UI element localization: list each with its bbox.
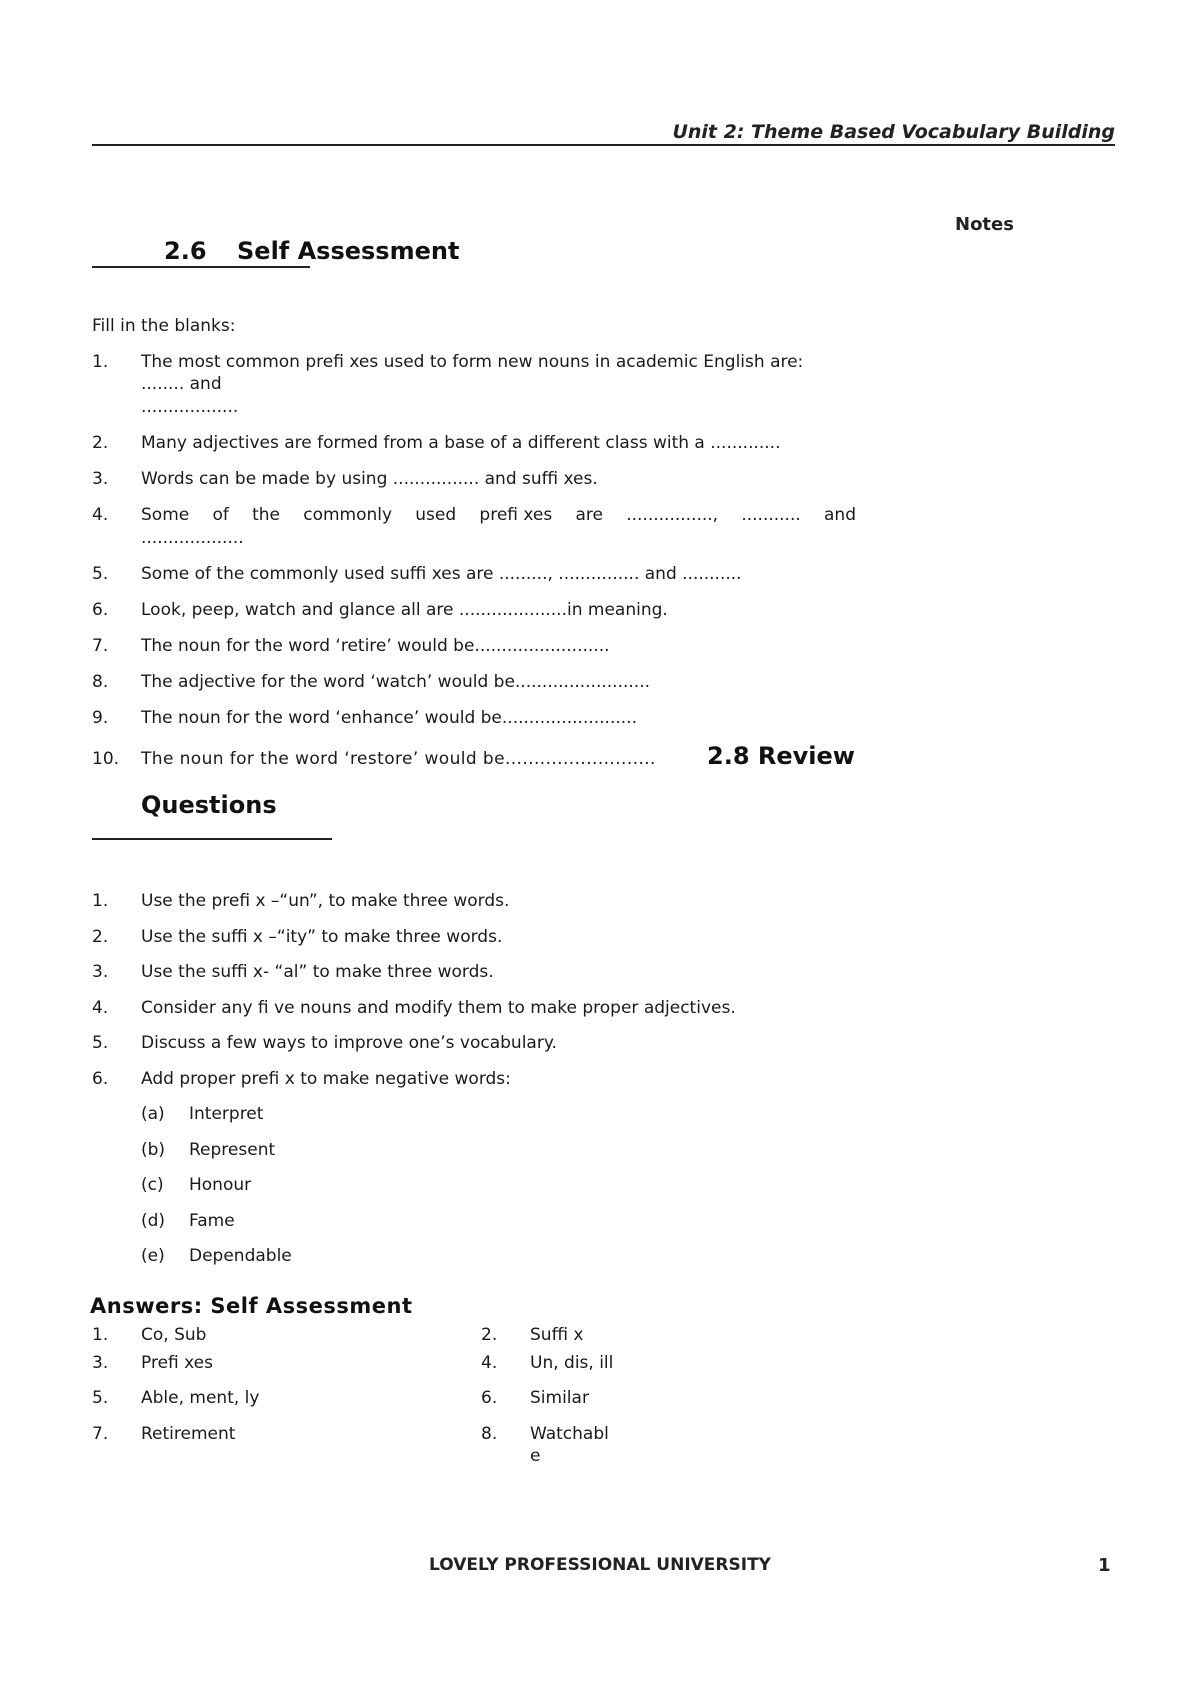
answer-number: 1.: [92, 1325, 109, 1345]
subitem-label: (c): [141, 1175, 164, 1195]
question-text: The noun for the word ‘enhance’ would be.........................: [141, 708, 637, 728]
question-number: 2.: [92, 433, 109, 453]
answers-heading: Answers: Self Assessment: [90, 1294, 413, 1318]
word: ................,: [626, 505, 719, 525]
question-text: Words can be made by using ................ and suffi xes.: [141, 469, 598, 489]
answer-text: Co, Sub: [141, 1325, 207, 1345]
word: are: [575, 505, 603, 525]
instruction: Fill in the blanks:: [92, 316, 236, 336]
word: used: [415, 505, 457, 525]
review-number: 6.: [92, 1069, 109, 1089]
subitem-text: Fame: [189, 1211, 235, 1231]
subitem-text: Dependable: [189, 1246, 292, 1266]
review-number: 2.: [92, 927, 109, 947]
review-heading: 2.8 Review: [707, 742, 855, 770]
question-number: 6.: [92, 600, 109, 620]
review-question: Add proper prefi x to make negative words:: [141, 1069, 511, 1089]
question-text: Look, peep, watch and glance all are ....................in meaning.: [141, 600, 668, 620]
section-number: 2.6: [164, 237, 207, 265]
answer-text: Suffi x: [530, 1325, 584, 1345]
question-number: 7.: [92, 636, 109, 656]
subitem-text: Interpret: [189, 1104, 264, 1124]
answer-text: e: [530, 1446, 541, 1466]
question-number: 10.: [92, 749, 120, 769]
answer-text: Prefi xes: [141, 1353, 213, 1373]
answer-text: Retirement: [141, 1424, 236, 1444]
review-question: Use the prefi x –“un”, to make three words.: [141, 891, 510, 911]
question-number: 9.: [92, 708, 109, 728]
review-heading: Questions: [141, 791, 277, 819]
answer-text: Able, ment, ly: [141, 1388, 260, 1408]
answer-text: Un, dis, ill: [530, 1353, 614, 1373]
running-header: Unit 2: Theme Based Vocabulary Building: [672, 121, 1115, 143]
answer-number: 7.: [92, 1424, 109, 1444]
question-number: 3.: [92, 469, 109, 489]
answer-text: Similar: [530, 1388, 589, 1408]
question-text: ...................: [141, 528, 244, 548]
review-number: 4.: [92, 998, 109, 1018]
section-rule: [92, 838, 332, 840]
page-number: 1: [1098, 1555, 1111, 1576]
question-text: ..................: [141, 397, 239, 417]
word: and: [824, 505, 856, 525]
question-number: 5.: [92, 564, 109, 584]
question-text: The most common prefi xes used to form new nouns in academic English are:: [141, 352, 804, 372]
answer-number: 3.: [92, 1353, 109, 1373]
question-text: [141, 504, 856, 526]
review-number: 3.: [92, 962, 109, 982]
word: prefi xes: [479, 505, 553, 525]
review-question: Discuss a few ways to improve one’s vocabulary.: [141, 1033, 557, 1053]
subitem-label: (d): [141, 1211, 166, 1231]
question-text: The adjective for the word ‘watch’ would be.........................: [141, 672, 651, 692]
review-question: Consider any fi ve nouns and modify them to make proper adjectives.: [141, 998, 736, 1018]
answer-number: 6.: [481, 1388, 498, 1408]
answer-number: 2.: [481, 1325, 498, 1345]
answer-number: 5.: [92, 1388, 109, 1408]
question-number: 8.: [92, 672, 109, 692]
question-text: The noun for the word ‘restore’ would be..........................: [141, 749, 656, 769]
section-rule: [92, 266, 310, 268]
answer-text: Watchabl: [530, 1424, 609, 1444]
question-number: 4.: [92, 505, 109, 525]
question-text: ........ and: [141, 374, 222, 394]
answer-number: 4.: [481, 1353, 498, 1373]
question-text: Many adjectives are formed from a base of a different class with a .............: [141, 433, 781, 453]
subitem-label: (e): [141, 1246, 165, 1266]
word: of: [212, 505, 229, 525]
word: commonly: [303, 505, 393, 525]
review-number: 5.: [92, 1033, 109, 1053]
review-question: Use the suffi x- “al” to make three words.: [141, 962, 494, 982]
section-title: Self Assessment: [237, 237, 460, 265]
subitem-label: (a): [141, 1104, 165, 1124]
subitem-text: Represent: [189, 1140, 276, 1160]
question-text: Some of the commonly used suffi xes are ........., ............... and ...........: [141, 564, 742, 584]
subitem-text: Honour: [189, 1175, 252, 1195]
review-question: Use the suffi x –“ity” to make three words.: [141, 927, 503, 947]
review-number: 1.: [92, 891, 109, 911]
answer-number: 8.: [481, 1424, 498, 1444]
footer-university: LOVELY PROFESSIONAL UNIVERSITY: [429, 1555, 771, 1575]
word: Some: [141, 505, 190, 525]
question-text: The noun for the word ‘retire’ would be.........................: [141, 636, 610, 656]
word: the: [252, 505, 280, 525]
header-rule: [92, 144, 1115, 146]
notes-label: Notes: [955, 214, 1014, 235]
word: ...........: [741, 505, 801, 525]
subitem-label: (b): [141, 1140, 166, 1160]
question-number: 1.: [92, 352, 109, 372]
